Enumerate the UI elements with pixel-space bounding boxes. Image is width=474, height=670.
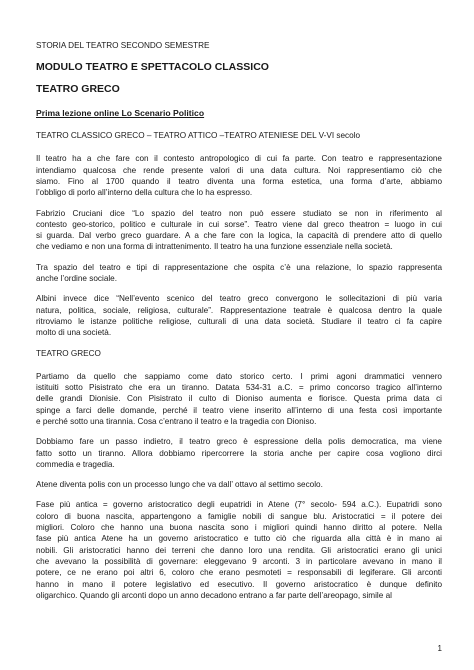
paragraph [36,262,442,285]
paragraph-line: commedia e tragedia. [36,459,115,469]
paragraph [36,371,442,427]
page-number: 1 [437,644,442,653]
paragraph [36,436,442,470]
paragraph-line: hanno in mano il potere legislativo ed esecutivo. Il governo aristocratico è dunque definito [36,579,442,589]
categories-line: TEATRO CLASSICO GRECO – TEATRO ATTICO –TEATRO ATENIESE DEL V-VI secolo [36,131,361,141]
paragraph [36,208,442,253]
paragraph-line: Atene diventa polis con un processo lungo che va dall’ ottavo al settimo secolo. [36,480,323,490]
paragraph-line: migliori. Coloro che hanno una buona nascita sono i migliori quindi hanno diritto al potere. Nella [36,523,442,533]
paragraph-line: ritroviamo le istanze politiche religiose, culturali di una data società. Studiare il teatro ci fa capire [36,316,442,326]
paragraph-line: fatto sotto un tiranno. Allora dobbiamo ripercorrere la storia anche per capire cosa vogliono dirci [36,448,442,458]
paragraph-line: delle grandi Dionisie. Con Pisistrato il culto di Dioniso aumenta e fiorisce. Questa prima data ci [36,394,442,404]
paragraph-line: oligarchico. Quando gli arconti dopo un anno decadono entrano a far parte dell’areopago, simile al [36,590,392,600]
paragraph-line: si guarda. Dal verbo greco guardare. A a che fare con la logica, la capacità di prendere atto di quello [36,231,442,241]
paragraph-line: Fabrizio Cruciani dice “Lo spazio del teatro non può essere studiato se non in riferimento al [36,208,442,218]
paragraph [36,293,442,338]
paragraph-line: fase più antica Atene ha un governo aristocratico e tutto ciò che riguarda alla città è in mano ai [36,534,442,544]
paragraph-line: istituiti sotto Pisistrato che era un tiranno. Datata 534-31 a.C. = primo concorso tragico all’interno [36,383,442,393]
paragraph-line: Partiamo da quello che sappiamo come dato storico certo. I primi agoni drammatici vennero [36,371,442,381]
paragraph-line: nobili. Gli aristocratici hanno dei terreni che danno loro una rendita. Gli aristocratici erano gli unici [36,545,442,555]
paragraph-line: Dobbiamo fare un passo indietro, il teatro greco è espressione della polis democratica, ma viene [36,437,442,447]
paragraph-line: contesto geo-storico, politico e culturale in cui sorse”. Teatro viene dal greco theatron = luogo in cui [36,219,442,229]
paragraph [36,499,442,601]
section-title: TEATRO GRECO [36,83,120,96]
document-kicker: STORIA DEL TEATRO SECONDO SEMESTRE [36,41,210,50]
paragraph-line: che avevano la possibilità di governare: eleggevano 9 arconti. 3 in particolare avevano in mano il [36,556,442,566]
paragraph-line: natura, politica, sociale, religiosa, culturale”. Rappresentazione teatrale è qualcosa dentro la quale [36,305,442,315]
paragraph-line: coloro di buona nascita, appartengono a famiglie nobili di sangue blu. Aristocratici = il potere dei [36,511,442,521]
lesson-title: Prima lezione online Lo Scenario Politico [36,108,205,119]
paragraph-line: Il teatro ha a che fare con il contesto antropologico di cui fa parte. Con teatro e rappresentazione [36,154,442,164]
paragraph-line: potere, ce ne erano poi altri 6, coloro che erano pesmoteti = responsabili di legiferare. Gli arconti [36,568,442,578]
paragraph-line: Fase più antica = governo aristocratico degli eupatridi in Atene (7° secolo- 594 a.C.). Eupatridi sono [36,500,442,510]
paragraph-line: l’obbligo di porlo all’interno della cultura che lo ha espresso. [36,188,253,198]
paragraph-line: e perché sotto una tirannia. Cosa c’entrano il teatro e la tragedia con Dioniso. [36,416,317,426]
paragraph-line: siamo. Fino al 1700 quando il teatro diventa una forma estetica, una forma d’arte, abbiamo [36,177,442,186]
paragraph-line: Tra spazio del teatro e tipi di rappresentazione che ospita c’è una relazione, lo spazio rappresenta [36,262,442,272]
section-heading-teatro-greco: TEATRO GRECO [36,348,101,358]
paragraph [36,153,442,198]
paragraph-line: che vediamo e non una forma di intrattenimento. Il teatro ha una funzione essenziale nella società. [36,242,393,252]
paragraph-line: molto di una società. [36,328,112,338]
paragraph-line: anche l’ordine sociale. [36,274,118,284]
module-title: MODULO TEATRO E SPETTACOLO CLASSICO [36,61,269,74]
paragraph-group-intro [36,153,442,338]
paragraph-line: spinge a farci delle domande, perché il teatro viene inserito all’interno di una festa così importante [36,405,442,415]
paragraph-line: intendiamo qualcosa che rende presente valori di una data cultura. Noi rappresentiamo ciò che [36,165,442,175]
paragraph [36,479,442,490]
paragraph-group-history [36,371,442,601]
paragraph-line: Albini invece dice “Nell’evento scenico del teatro greco convergono le sollecitazioni di più varia [36,294,442,304]
